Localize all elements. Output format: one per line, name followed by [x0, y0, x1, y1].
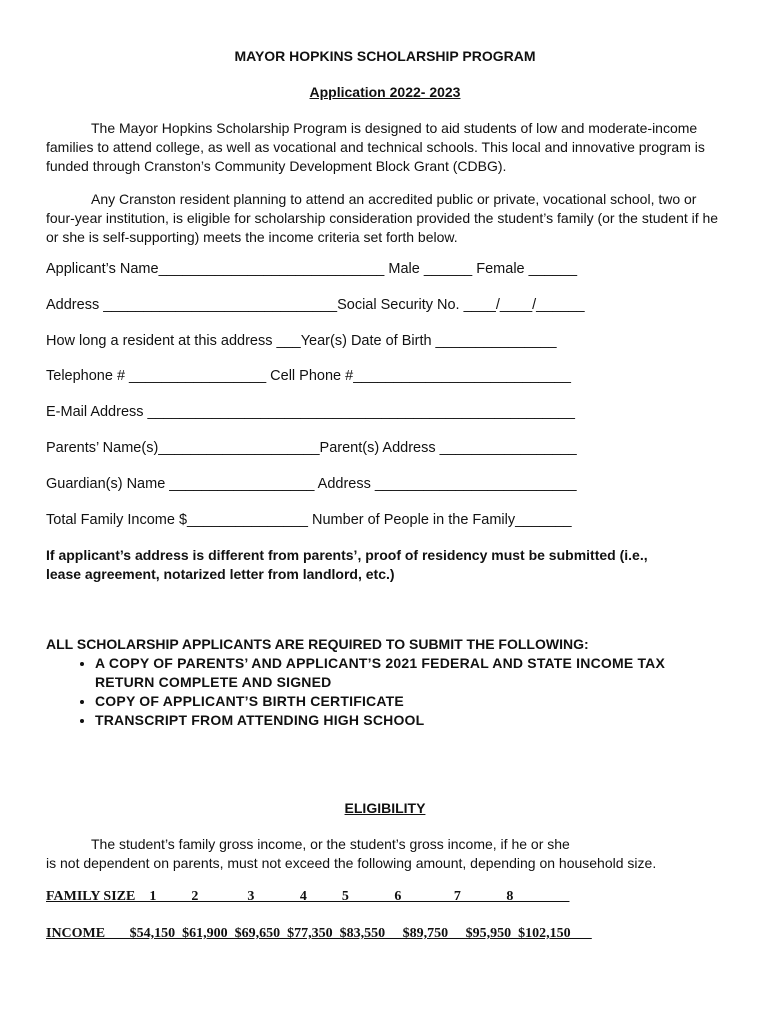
residency-notice-line-2: lease agreement, notarized letter from landlord, etc.) — [46, 566, 395, 582]
requirement-item-transcript: • TRANSCRIPT FROM ATTENDING HIGH SCHOOL — [95, 711, 746, 730]
eligibility-line-1: The student’s family gross income, or the student’s gross income, if he or she — [91, 836, 570, 852]
requirements-list — [46, 654, 746, 730]
family-size-row: FAMILY SIZE 1___ _ 2_______3__ ____4_____5_____ _6_____ __7__ ____8________ — [46, 889, 570, 904]
telephone-cell-field[interactable]: Telephone # _________________ Cell Phone #___________________________ — [46, 368, 571, 384]
requirement-item-tax-return: • A COPY OF PARENTS’ AND APPLICANT’S 2021 FEDERAL AND STATE INCOME TAX RETURN COMPLETE AND SIGNED — [95, 654, 746, 692]
guardian-name-address-field[interactable]: Guardian(s) Name __________________ Address _________________________ — [46, 476, 577, 492]
page-title: MAYOR HOPKINS SCHOLARSHIP PROGRAM — [234, 48, 536, 64]
page-subtitle: Application 2022- 2023 — [309, 84, 461, 100]
eligibility-intro-paragraph: Any Cranston resident planning to attend an accredited public or private, vocational school, two or four-year institution, is eligible for scholarship consideration provided the student’s family (or the student if he or she is self-supporting) meets the income criteria set forth below. — [46, 191, 719, 245]
address-ssn-field[interactable]: Address _____________________________Social Security No. ____/____/______ — [46, 297, 585, 313]
residency-dob-field[interactable]: How long a resident at this address ___Year(s) Date of Birth _______________ — [46, 333, 557, 349]
family-income-people-field[interactable]: Total Family Income $_______________ Number of People in the Family_______ — [46, 512, 572, 528]
residency-notice-line-1: If applicant’s address is different from parents’, proof of residency must be submitted (i.e., — [46, 547, 648, 563]
eligibility-heading: ELIGIBILITY — [344, 800, 426, 816]
eligibility-line-2: is not dependent on parents, must not exceed the following amount, depending on household size. — [46, 855, 657, 871]
intro-paragraph: The Mayor Hopkins Scholarship Program is designed to aid students of low and moderate-income families to attend college, as well as vocational and technical schools. This local and innovative program is funded through Cranston’s Community Development Block Grant (CDBG). — [46, 120, 705, 174]
income-row: INCOME___ $54,150 $61,900 $69,650 $77,350 $83,550__ $89,750__ $95,950 $102,150___ — [46, 926, 592, 941]
parents-name-address-field[interactable]: Parents’ Name(s)____________________Parent(s) Address _________________ — [46, 440, 577, 456]
applicant-name-gender-field[interactable]: Applicant’s Name____________________________ Male ______ Female ______ — [46, 261, 578, 277]
requirements-section — [46, 635, 746, 730]
requirement-item-birth-certificate: • COPY OF APPLICANT’S BIRTH CERTIFICATE — [95, 692, 746, 711]
email-field[interactable]: E-Mail Address _____________________________________________________ — [46, 404, 575, 420]
requirements-heading: ALL SCHOLARSHIP APPLICANTS ARE REQUIRED TO SUBMIT THE FOLLOWING: — [46, 636, 589, 652]
